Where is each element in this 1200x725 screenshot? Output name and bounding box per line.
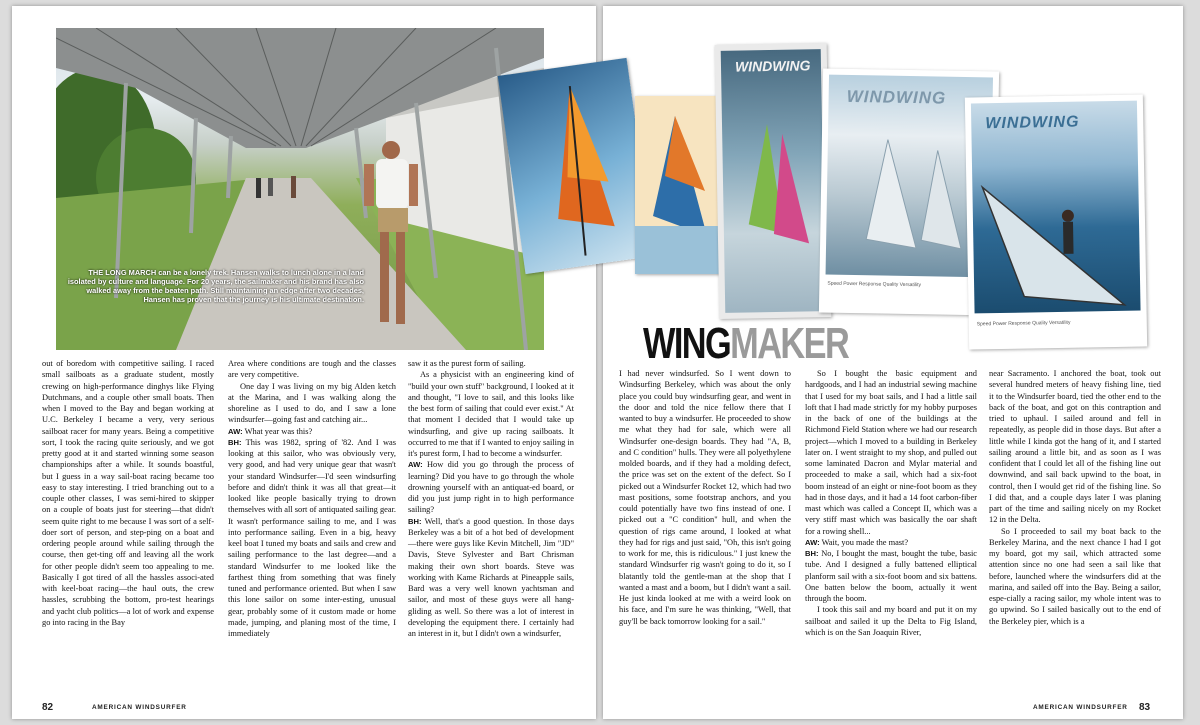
paragraph: near Sacramento. I anchored the boat, took out several hundred meters of heavy fishing line, tied it to the Windsurfer board, tied the other end to the back of the boat, and got on this contraption and tried to uphaul. I sailed around and fell in repeatedly, as people did in those days. But after a little while I kinda got the hang of it, and I started sailing around a little bit, and as soon as I was confident that I could let all of the fishing line out downwind, and sail back upwind to the boat, in control, then I would get rid of the fishing line. So I did that, and a couple days later I was planing part of the time and sailing nicely on my Rocket 12 in the Delta. — [989, 369, 1161, 525]
interview-answer: BH: This was 1982, spring of '82. And I was looking at this sailor, who was obviously very, very good, and had very unique gear that wasn't your standard Windsurfer—I'd seen windsurfing before and didn't think it was all that great—it looked like people basically trying to drown themselves with all sort of antiquated sailing gear. It wasn't performance sailing to me, and I was into performance sailing. Even in a big, heavy keel boat I tuned my boats and sails and crew and sailing performance to the last degree—and a standard Windsurfer to me looked like the farthest thing from something that was finely tuned and performance oriented. But when I saw this lone sailor on some inter-esting, unusual gear, probably some of it custom made or home made, jumping, and planing most of the time, I immediately — [228, 437, 396, 638]
speaker-tag: AW: — [805, 537, 820, 547]
left-column-2 — [228, 358, 396, 639]
paragraph: As a physicist with an engineering kind of "build your own stuff" background, I looked at it and thought, "I love to sail, and this looks like the best form of sailing that could ever exist." At that moment I decided that I would take up windsurfing, and give up racing sailboats. It occurred to me that if I wanted to enjoy sailing in it's purest form, I had to become a windsurfer. — [408, 370, 574, 458]
poster-tagline: Speed Power Response Quality Versatility — [827, 280, 922, 289]
caption-lead: THE LONG MARCH — [88, 268, 157, 277]
interview-question: AW: What year was this? — [228, 426, 313, 436]
left-column-1 — [42, 358, 214, 628]
interview-question: AW: Wait, you made the mast? — [805, 537, 909, 547]
interview-question: AW: How did you go through the process of learning? Did you have to go through the whole drowning yourself with an antiquat-ed board, or did you just jump right in to high performance sailing? — [408, 460, 574, 515]
speaker-tag: BH: — [408, 516, 422, 526]
paragraph: One day I was living on my big Alden ketch at the Marina, and I was walking along the shoreline as I used to do, and I saw a lone windsurfer—going fast and catching air... — [228, 381, 396, 425]
paragraph: Area where conditions are tough and the classes are very competitive. — [228, 359, 396, 380]
running-head: AMERICAN WINDSURFER — [92, 704, 187, 711]
walkway-photo — [56, 28, 544, 350]
paragraph: I had never windsurfed. So I went down to Windsurfing Berkeley, which was about the only place you could buy windsurfing gear, and went in the door and told the nice fellow there that I wanted to buy a windsurfer. He proceeded to show me what they had for sale, which were all Windsurfer one-design boards. They had "A, B, and C condition" hulls. They were all polyethylene molded boards, and if they had a molding defect, the price was set on the extent of the defect. So I picked out a Windsurfer Rocket 12, which had two mast positions, some footstrap anchors, and you could potentially have two fins instead of one. I picked out a "C condition" hull, and when the question of rigs came around, I looked at what they had for rigs and just said, "Oh, this isn't going to work for me, this is ridiculous." I just knew the standard Windsurfer rig wasn't going to do it, so I blatantly told the gentle-man at the shop that I wanted a mast and a boom, but I didn't want a sail. He just kinda looked at me with a weird look on his face, and I'm sure he was thinking, "Well, that guy'll be back tomorrow looking for a sail." — [619, 369, 791, 626]
poster-brand: WINDWING — [734, 57, 811, 75]
speaker-tag: AW: — [408, 460, 423, 470]
speaker-tag: BH: — [805, 549, 819, 558]
paragraph: So I proceeded to sail my boat back to the Berkeley Marina, and the next chance I had I got my board, got my sail, which attracted some attention since no one had seen a sail like that before, launched where the windsurfers did at the marina, and sailed off into the Bay. Being a sailor, espe-cially a racing sailor, my whole intent was to go upwind. So I sailed basically out to the end of the Berkeley pier, which is a — [989, 526, 1161, 626]
poster-brand: WINDWING — [846, 86, 947, 108]
poster-sail-blue — [498, 58, 655, 274]
article-headline — [643, 319, 849, 368]
caption-text: can be a lonely trek. Hansen walks to lunch alone in a land isolated by culture and language. For 20 years, the sailmaker and his brand has also walked away from the beaten path. Still maintaining an edge after two decades, Hansen has proven that the journey is his ultimate destination. — [67, 268, 364, 304]
interview-answer: BH: No, I bought the mast, bought the tube, basic tube. And I designed a fully battened elliptical planform sail with a six-foot boom and six battens. One batten below the boom, actually it went through the boom. — [805, 549, 977, 603]
photo-caption — [64, 268, 364, 304]
right-column-1 — [619, 368, 791, 627]
right-column-3 — [989, 368, 1161, 627]
paragraph: So I bought the basic equipment and hardgoods, and I had an industrial sewing machine that I used for my boat sails, and I had a little sail loft that I had made strictly for my hobby purposes in the back of one of the buildings at the Richmond Field Station where we had our research project—which I moved to a building in Berkeley later on. I went straight to my shop, and pulled out some laminated Dacron and Mylar material and proceeded to make a sail, which had a six-foot boom instead of an eight or nine-foot boom as they had in those days, and it had a 14 foot carbon-fiber mast which was called a Concept II, which was a very stiff mast which was basically the oar shaft for a rowing shell... — [805, 369, 977, 536]
page-number: 83 — [1139, 702, 1151, 713]
page-number: 82 — [42, 702, 54, 713]
paragraph: I took this sail and my board and put it on my sailboat and sailed it up the Delta to Fig Island, which is on the San Joaquin River, — [805, 605, 977, 637]
speaker-tag: AW: — [228, 426, 243, 436]
headline-wing: WING — [643, 319, 731, 368]
paragraph: saw it as the purest form of sailing. — [408, 359, 526, 368]
right-column-2 — [805, 368, 977, 638]
interview-answer: BH: Well, that's a good question. In those days Berkeley was a bit of a hot bed of development—there were guys like Kevin Mitchell, Jim "JD" Davis, Steve Sylvester and Bart Chrisman making their own short boards. Steve was working with Kame Richards at Pineapple sails, Bard was a very well known yachtsman and sailor, and most of these guys were all hang-gliding as well. So there was a lot of interest in developing the equipment there. I certainly had an interest in it, but I didn't own a windsurfer, — [408, 516, 574, 638]
poster-tagline: Speed Power Response Quality Versatility — [976, 319, 1071, 328]
speaker-tag: BH: — [228, 437, 242, 447]
poster-windwing-surf — [965, 94, 1147, 349]
right-page — [603, 6, 1183, 719]
left-column-3 — [408, 358, 574, 639]
running-head: AMERICAN WINDSURFER — [1033, 704, 1128, 711]
poster-brand: WINDWING — [985, 113, 1080, 133]
headline-maker: MAKER — [730, 319, 849, 368]
poster-windwing-green — [715, 43, 832, 319]
paragraph: out of boredom with competitive sailing. I raced small sailboats as a graduate student, mostly crewing on high-performance dinghys like Flying Dutchmans, and a couple other small boats. Then when I moved to the Bay and began working at U.C. Berkeley I became a very, very serious sailboat racer for many years. Being a competitive sort, I took the racing quite seriously, and we got pretty good at it and started winning some season championships after a while. It sounds boastful, but I guess in a way sail-boat racing became too easy to stay interesting. I tried branching out to a couple other classes, I was semi-hired to skipper on a couple of boats just for steering—that didn't seem quite right to me because I was sort of a self-doer sort of person, and step-ping on a boat and ordering people around while sailing through the course, then get-ting off and leaving all the work for other people didn't seem too appealing to me. Basically I got tired of all the hassles associ-ated with keel-boat racing—the haul outs, the crew hassles, scrubbing the bottom, pro-test hearings and yacht club politics—a lot of work and expense go into racing in the Bay — [42, 359, 214, 627]
poster-sail-cream — [635, 96, 727, 274]
